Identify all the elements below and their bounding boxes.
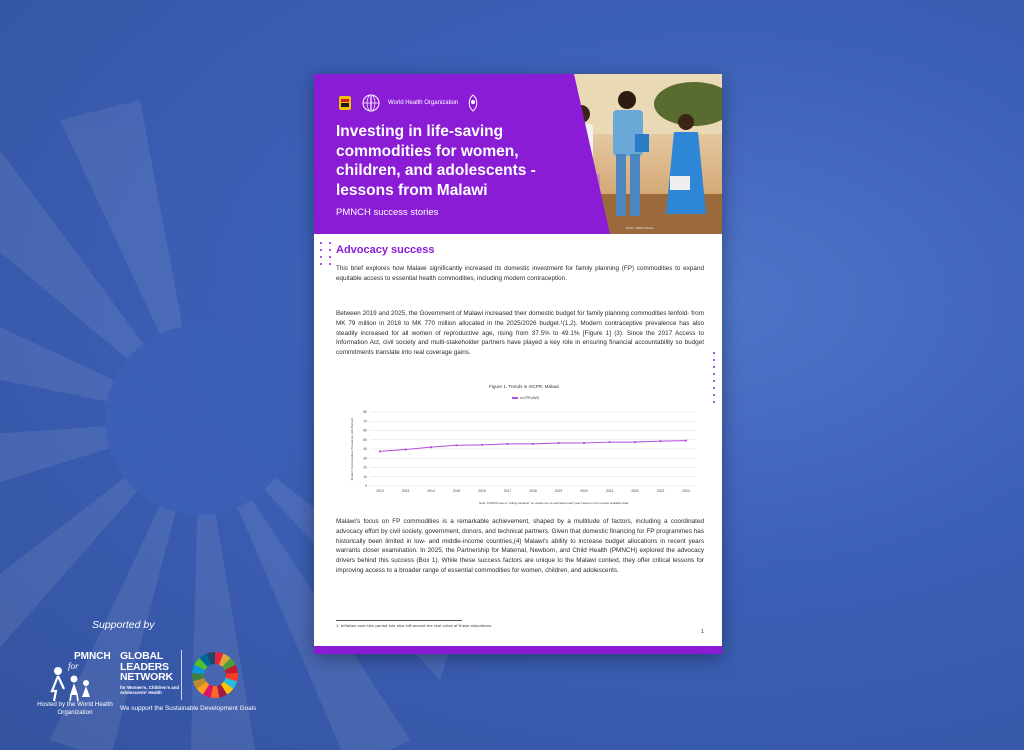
x-tick-label: 2020 (580, 489, 588, 493)
x-tick-label: 2019 (554, 489, 563, 493)
sdg-wheel-icon (191, 651, 239, 699)
mcpr-trend-figure (344, 384, 704, 509)
intro-paragraph: This brief explores how Malawi significantly increased its domestic investment for family planning (FP) commodities to expand equitable access to essential health commodities, including modern contraception. (336, 265, 704, 282)
x-tick-label: 2014 (427, 489, 435, 493)
footnote: 1. Inflation over this period has also influenced the real value of these allocations. (336, 623, 493, 628)
x-tick-label: 2015 (452, 489, 461, 493)
page-subtitle: PMNCH success stories (336, 207, 439, 218)
data-point (583, 442, 585, 444)
logo-divider (181, 650, 182, 700)
partner-logos (336, 94, 480, 112)
budget-paragraph: Between 2019 and 2025, the Government of Malawi increased their domestic budget for family planning commodities tenfold- from MK 79 million in 2018 to MK 770 million allocated in the 2025/2026 budget.¹(1,2). Modern contraceptive prevalence has also steadily increased for all women of reproductive age, rising from 37.5% to 49.1% [Figure 1] (3). Since the 2017 Access to Information Act, civil society and multi-stakeholder partners have played a key role in ensuring financial accountability so budget commitments translate into real coverage gains. (336, 310, 704, 357)
y-tick-label: 40 (363, 447, 367, 452)
photo-credit: Photo: UNFPA Malawi (626, 226, 654, 230)
x-tick-label: 2018 (529, 489, 537, 493)
document-page (314, 74, 722, 654)
data-point (557, 442, 559, 444)
data-point (430, 446, 432, 448)
gln-tagline: for Women's, Children's and Adolescents' Health (120, 685, 180, 695)
y-tick-label: 0 (365, 484, 367, 489)
data-point (455, 444, 457, 446)
who-name: World Health Organization (388, 99, 459, 106)
footer-bar (314, 646, 722, 654)
data-point (608, 441, 610, 443)
analysis-paragraph: Malawi’s focus on FP commodities is a remarkable achievement, shaped by a multitude of factors, including a coordinated advocacy effort by civil society, government, donors, and technical partners. Given that domestic financing for FP programmes has historically been limited in low- and middle-income countries,(4) Malawi’s ability to increase budget allocations in recent years warrants closer examination. In 2025, the Partnership for Maternal, Newborn, and Child Health (PMNCH) explored the advocacy drivers behind this success (Box 1). While these success factors are unique to the Malawi context, they offer critical lessons for improving access to a broader range of essential commodities for women, children, and adolescents. (336, 518, 704, 574)
data-point (481, 444, 483, 446)
data-point (532, 443, 534, 445)
x-tick-label: 2012 (376, 489, 384, 493)
x-tick-label: 2021 (605, 489, 614, 493)
gln-logo: GLOBAL LEADERS NETWORK (120, 650, 173, 683)
legend-label: mCPR(AW) (520, 396, 540, 400)
y-axis-label: Modern Contraceptive Prevalence (All Women) (350, 417, 354, 481)
x-tick-label: 2023 (656, 489, 665, 493)
who-emblem-icon (362, 94, 380, 112)
y-tick-label: 80 (363, 410, 367, 415)
pmnch-logo-for: for (68, 661, 79, 671)
y-tick-label: 20 (363, 465, 367, 470)
data-point (506, 443, 508, 445)
decorative-dots-right (713, 352, 718, 403)
x-tick-label: 2022 (631, 489, 639, 493)
x-tick-label: 2013 (401, 489, 410, 493)
data-point (404, 448, 406, 450)
y-tick-label: 30 (363, 456, 367, 461)
ministry-logo-icon (466, 94, 480, 112)
decorative-dots (320, 242, 334, 265)
footnote-divider (336, 620, 462, 621)
chart-note: Note: FP2030 uses a "rolling baseline" so values are re-estimated each year based on the newest available data (479, 501, 629, 505)
data-point (659, 440, 661, 442)
y-tick-label: 70 (363, 419, 367, 424)
pmnch-logo-text: PMNCH (74, 651, 111, 662)
cover-banner (314, 74, 722, 234)
x-tick-label: 2024 (682, 489, 690, 493)
data-point (379, 450, 381, 452)
data-point (634, 441, 636, 443)
data-point (685, 439, 687, 441)
section-heading: Advocacy success (336, 244, 435, 256)
supported-by-label: Supported by (92, 619, 155, 631)
malawi-coat-of-arms-icon (336, 94, 354, 112)
line-chart (344, 394, 704, 506)
page-number: 1 (700, 629, 704, 635)
sdg-support-text: We support the Sustainable Development Goals (120, 705, 257, 712)
y-tick-label: 50 (363, 437, 367, 442)
x-tick-label: 2016 (478, 489, 486, 493)
chart-title: Figure 1. Trends in mCPR: Malawi (489, 384, 559, 389)
x-tick-label: 2017 (503, 489, 512, 493)
hosted-by-text: Hosted by the World Health Organization (37, 701, 113, 716)
page-title: Investing in life-saving commodities for women, children, and adolescents - lessons from Malawi (336, 123, 536, 199)
y-tick-label: 60 (363, 428, 367, 433)
y-tick-label: 10 (363, 474, 367, 479)
series-line (380, 441, 686, 452)
